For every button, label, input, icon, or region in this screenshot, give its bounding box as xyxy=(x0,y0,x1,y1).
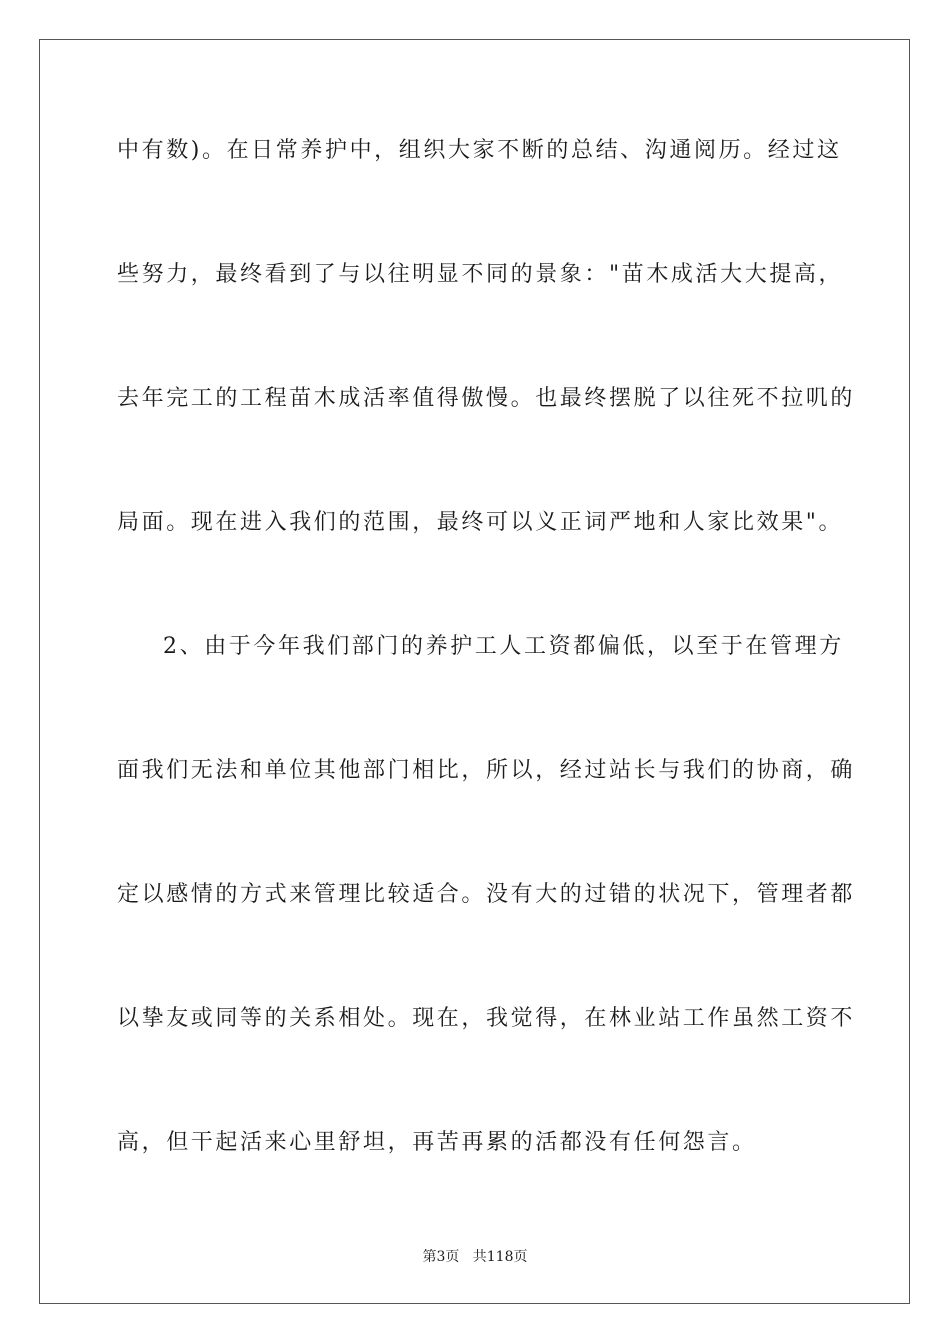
page-footer xyxy=(0,1246,950,1266)
text-line: 局面。现在进入我们的范围，最终可以义正词严地和人家比效果"。 xyxy=(117,510,844,535)
text-line: 以挚友或同等的关系相处。现在，我觉得，在林业站工作虽然工资不 xyxy=(117,1006,856,1031)
text-line: 面我们无法和单位其他部门相比，所以，经过站长与我们的协商，确 xyxy=(117,758,856,783)
text-line: 些努力，最终看到了与以往明显不同的景象："苗木成活大大提高， xyxy=(117,262,844,287)
text-line: 定以感情的方式来管理比较适合。没有大的过错的状况下，管理者都 xyxy=(117,882,856,907)
page-total: 共118页 xyxy=(472,1249,528,1265)
page-number: 第3页 xyxy=(422,1249,460,1265)
text-line-paragraph-start: 2、由于今年我们部门的养护工人工资都偏低，以至于在管理方 xyxy=(163,634,844,659)
text-line: 高，但干起活来心里舒坦，再苦再累的活都没有任何怨言。 xyxy=(117,1130,757,1155)
text-line: 去年完工的工程苗木成活率值得傲慢。也最终摆脱了以往死不拉叽的 xyxy=(117,386,856,411)
text-line: 中有数)。在日常养护中，组织大家不断的总结、沟通阅历。经过这 xyxy=(117,138,842,163)
document-body xyxy=(117,120,856,1174)
